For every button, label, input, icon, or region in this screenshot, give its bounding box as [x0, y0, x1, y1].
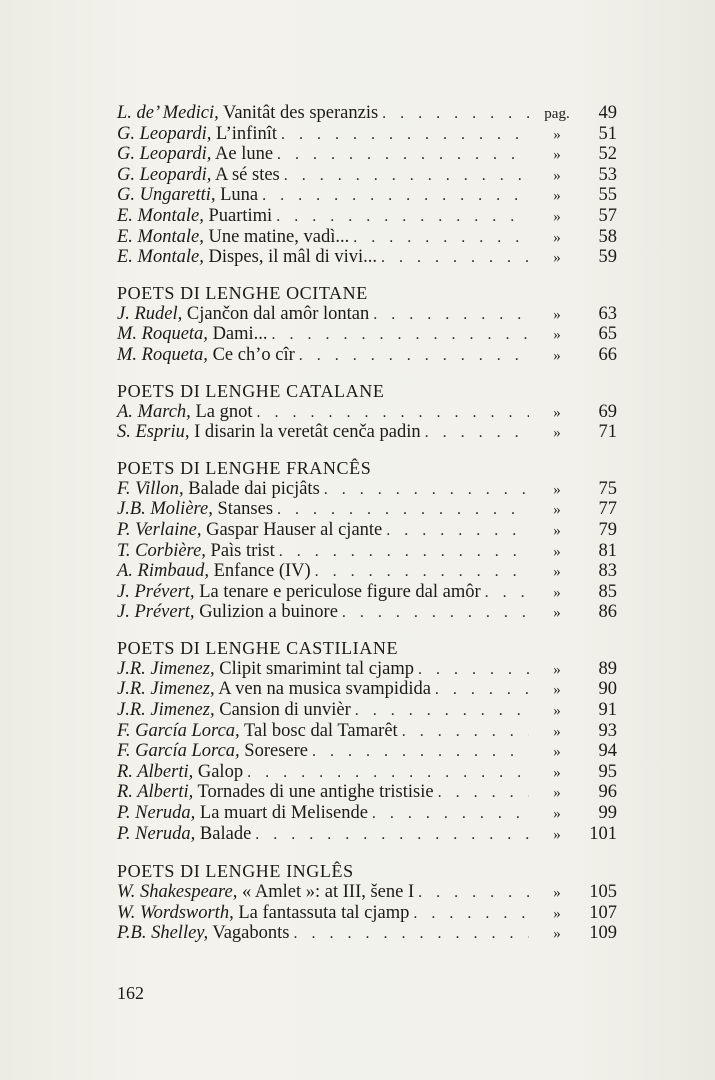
dot-leader — [256, 403, 529, 424]
entry-page-number: 75 — [598, 478, 617, 499]
page-mark: » — [553, 188, 561, 205]
entry-title — [117, 479, 320, 500]
entry-poem-title: A sé stes — [211, 164, 280, 185]
toc-entry — [117, 903, 617, 924]
entry-page-number: 96 — [598, 782, 617, 803]
entry-poem-title: Cjančon dal amôr lontan — [182, 303, 370, 324]
entry-title — [117, 903, 409, 924]
toc-entry — [117, 422, 617, 443]
page-mark: » — [553, 306, 561, 323]
page-mark: » — [553, 481, 561, 498]
dot-leader — [381, 248, 529, 269]
dot-leader — [435, 680, 529, 701]
toc-entry — [117, 227, 617, 248]
toc-entry — [117, 185, 617, 206]
entry-title — [117, 679, 431, 700]
page-mark: » — [553, 682, 561, 699]
dot-leader — [276, 207, 529, 228]
entry-title — [117, 824, 251, 845]
toc-entry — [117, 124, 617, 145]
dot-leader — [277, 500, 529, 521]
entry-page-number: 55 — [598, 185, 617, 206]
entry-title — [117, 541, 275, 562]
entry-title — [117, 324, 268, 345]
toc-entry — [117, 700, 617, 721]
entry-title — [117, 882, 414, 903]
page-mark: » — [553, 826, 561, 843]
toc-entry — [117, 762, 617, 783]
entry-title — [117, 402, 252, 423]
toc-entry — [117, 103, 617, 124]
entry-poem-title: Une matine, vadì... — [203, 226, 350, 247]
dot-leader — [324, 480, 529, 501]
table-of-contents — [117, 103, 617, 944]
entry-page-number: 79 — [598, 519, 617, 540]
entry-poem-title: Balade dai picjâts — [183, 478, 320, 499]
entry-author: M. Roqueta, — [117, 324, 208, 345]
toc-entry — [117, 541, 617, 562]
entry-poem-title: Gulizion a buinore — [194, 602, 338, 623]
entry-title — [117, 582, 481, 603]
entry-title — [117, 659, 414, 680]
entry-title — [117, 561, 311, 582]
entry-page-number: 51 — [598, 123, 617, 144]
entry-author: M. Roqueta, — [117, 344, 208, 365]
entry-author: J. Prévert, — [117, 581, 195, 602]
page-mark: pag. — [544, 106, 570, 122]
entry-page-number: 65 — [598, 324, 617, 345]
page-mark: » — [553, 806, 561, 823]
toc-section — [117, 860, 617, 944]
entry-title — [117, 602, 338, 623]
entry-poem-title: Puartimi — [203, 205, 273, 226]
page-mark: » — [553, 126, 561, 143]
entry-author: W. Wordsworth, — [117, 902, 234, 923]
entry-title — [117, 923, 289, 944]
toc-entry — [117, 499, 617, 520]
entry-page-number: 49 — [598, 103, 617, 123]
page-number: 162 — [117, 983, 144, 1003]
toc-section — [117, 637, 617, 844]
entry-poem-title: Gaspar Hauser al cjante — [201, 519, 383, 540]
toc-entry — [117, 803, 617, 824]
page-mark: » — [553, 605, 561, 622]
entry-page-number: 101 — [589, 823, 617, 844]
entry-author: J. Prévert, — [117, 602, 195, 623]
entry-poem-title: Clipit smarimint tal cjamp — [214, 658, 414, 679]
entry-page-number: 53 — [598, 164, 617, 185]
entry-poem-title: La muart di Melisende — [195, 803, 368, 824]
entry-author: J.R. Jimenez, — [117, 679, 215, 700]
entry-poem-title: Tornades di une antighe tristisie — [193, 782, 434, 803]
entry-page-number: 57 — [598, 205, 617, 226]
entry-poem-title: La fantassuta tal cjamp — [233, 902, 410, 923]
entry-title — [117, 345, 295, 366]
entry-author: F. García Lorca, — [117, 720, 240, 741]
dot-leader — [247, 763, 529, 784]
entry-page-number: 81 — [598, 540, 617, 561]
dot-leader — [277, 145, 529, 166]
entry-poem-title: Balade — [195, 823, 252, 844]
page-mark: » — [553, 584, 561, 601]
entry-author: P. Neruda, — [117, 803, 196, 824]
dot-leader — [299, 346, 529, 367]
entry-poem-title: Ce ch’o cîr — [207, 344, 295, 365]
entry-page-number: 105 — [589, 882, 617, 903]
entry-author: P. Neruda, — [117, 823, 196, 844]
dot-leader — [355, 701, 529, 722]
section-heading: POETS DI LENGHE INGLÊS — [117, 861, 354, 882]
page-mark: » — [553, 564, 561, 581]
entry-poem-title: Dispes, il mâl di vivi... — [203, 247, 378, 268]
toc-entry — [117, 882, 617, 903]
dot-leader — [312, 742, 529, 763]
page-mark: » — [553, 703, 561, 720]
dot-leader — [485, 583, 529, 604]
page-mark: » — [553, 785, 561, 802]
entry-poem-title: I disarin la veretât cenča padin — [189, 422, 421, 443]
toc-entry — [117, 721, 617, 742]
page-mark: » — [553, 347, 561, 364]
entry-title — [117, 803, 368, 824]
entry-author: A. Rimbaud, — [117, 561, 209, 582]
toc-entry — [117, 602, 617, 623]
entry-page-number: 109 — [589, 923, 617, 944]
toc-entry — [117, 824, 617, 845]
entry-author: F. García Lorca, — [117, 741, 240, 762]
dot-leader — [255, 825, 529, 846]
page-mark: » — [553, 327, 561, 344]
entry-page-number: 99 — [598, 803, 617, 824]
entry-author: J.R. Jimenez, — [117, 700, 215, 721]
dot-leader — [315, 562, 529, 583]
entry-title — [117, 741, 308, 762]
entry-poem-title: A ven na musica svampidida — [214, 679, 431, 700]
entry-title — [117, 247, 377, 268]
dot-leader — [281, 125, 529, 146]
page-mark: » — [553, 229, 561, 246]
entry-author: G. Leopardi, — [117, 123, 212, 144]
entry-poem-title: Tal bosc dal Tamarêt — [239, 720, 398, 741]
entry-title — [117, 520, 382, 541]
toc-entry — [117, 324, 617, 345]
entry-author: S. Espriu, — [117, 422, 190, 443]
toc-entry — [117, 741, 617, 762]
dot-leader — [425, 423, 529, 444]
page-mark: » — [553, 885, 561, 902]
toc-section — [117, 103, 617, 268]
dot-leader — [382, 104, 529, 125]
dot-leader — [418, 660, 529, 681]
toc-section — [117, 457, 617, 623]
entry-author: E. Montale, — [117, 205, 204, 226]
entry-page-number: 52 — [598, 144, 617, 165]
entry-page-number: 89 — [598, 658, 617, 679]
entry-title — [117, 144, 273, 165]
page-mark: » — [553, 905, 561, 922]
entry-poem-title: Paìs trist — [205, 540, 275, 561]
entry-author: P. Verlaine, — [117, 519, 202, 540]
toc-entry — [117, 345, 617, 366]
dot-leader — [342, 603, 529, 624]
entry-page-number: 93 — [598, 720, 617, 741]
dot-leader — [279, 542, 529, 563]
section-heading: POETS DI LENGHE CASTILIANE — [117, 637, 399, 658]
entry-poem-title: Vagabonts — [208, 923, 290, 944]
toc-section — [117, 380, 617, 443]
dot-leader — [413, 904, 529, 925]
section-heading: POETS DI LENGHE FRANCÊS — [117, 457, 372, 478]
dot-leader — [438, 783, 529, 804]
entry-title — [117, 422, 421, 443]
entry-poem-title: Soresere — [239, 741, 308, 762]
dot-leader — [353, 228, 529, 249]
toc-entry — [117, 679, 617, 700]
entry-page-number: 95 — [598, 761, 617, 782]
page-mark: » — [553, 502, 561, 519]
entry-author: J. Rudel, — [117, 303, 183, 324]
entry-title — [117, 721, 398, 742]
entry-poem-title: Ae lune — [211, 144, 274, 165]
page-mark: » — [553, 167, 561, 184]
page-mark: » — [553, 926, 561, 943]
entry-author: P.B. Shelley, — [117, 923, 209, 944]
entry-title — [117, 227, 349, 248]
page-mark: » — [553, 147, 561, 164]
dot-leader — [272, 325, 529, 346]
entry-title — [117, 185, 258, 206]
page-mark: » — [553, 404, 561, 421]
dot-leader — [386, 521, 529, 542]
toc-entry — [117, 304, 617, 325]
entry-page-number: 90 — [598, 679, 617, 700]
toc-entry — [117, 165, 617, 186]
toc-entry — [117, 561, 617, 582]
entry-page-number: 69 — [598, 401, 617, 422]
entry-page-number: 59 — [598, 247, 617, 268]
toc-entry — [117, 782, 617, 803]
page-mark: » — [553, 425, 561, 442]
entry-author: G. Leopardi, — [117, 164, 212, 185]
entry-page-number: 66 — [598, 344, 617, 365]
entry-author: G. Leopardi, — [117, 144, 212, 165]
entry-page-number: 94 — [598, 741, 617, 762]
entry-poem-title: Enfance (IV) — [208, 561, 311, 582]
entry-poem-title: Galop — [193, 761, 244, 782]
entry-page-number: 85 — [598, 581, 617, 602]
dot-leader — [293, 924, 529, 945]
entry-page-number: 83 — [598, 561, 617, 582]
entry-author: T. Corbière, — [117, 540, 206, 561]
entry-poem-title: L’infinît — [211, 123, 277, 144]
entry-poem-title: Stanses — [212, 499, 274, 520]
entry-poem-title: Vanitât des speranzis — [218, 103, 379, 123]
entry-poem-title: Cansion di unvièr — [214, 700, 351, 721]
page-mark: » — [553, 661, 561, 678]
dot-leader — [262, 186, 529, 207]
entry-title — [117, 499, 273, 520]
toc-entry — [117, 402, 617, 423]
entry-page-number: 107 — [589, 902, 617, 923]
page-mark: » — [553, 744, 561, 761]
page-mark: » — [553, 543, 561, 560]
entry-author: E. Montale, — [117, 226, 204, 247]
page-mark: » — [553, 522, 561, 539]
page-mark: » — [553, 764, 561, 781]
page-mark: » — [553, 723, 561, 740]
entry-page-number: 86 — [598, 602, 617, 623]
toc-entry — [117, 923, 617, 944]
entry-poem-title: Luna — [215, 185, 259, 206]
entry-page-number: 71 — [598, 422, 617, 443]
entry-author: A. March, — [117, 401, 191, 422]
entry-title — [117, 762, 243, 783]
entry-title — [117, 782, 434, 803]
entry-author: W. Shakespeare, — [117, 882, 238, 903]
entry-page-number: 77 — [598, 499, 617, 520]
entry-title — [117, 124, 277, 145]
dot-leader — [372, 804, 529, 825]
dot-leader — [418, 883, 529, 904]
entry-title — [117, 304, 369, 325]
entry-title — [117, 206, 272, 227]
toc-section — [117, 282, 617, 366]
page-mark: » — [553, 208, 561, 225]
entry-author: R. Alberti, — [117, 761, 194, 782]
entry-title — [117, 103, 378, 124]
toc-entry — [117, 479, 617, 500]
entry-poem-title: La tenare e periculose figure dal amôr — [194, 581, 481, 602]
entry-poem-title: « Amlet »: at III, šene I — [237, 882, 415, 903]
section-heading: POETS DI LENGHE OCITANE — [117, 282, 368, 303]
toc-entry — [117, 206, 617, 227]
entry-title — [117, 700, 351, 721]
entry-page-number: 91 — [598, 700, 617, 721]
entry-poem-title: La gnot — [190, 401, 253, 422]
entry-author: F. Villon, — [117, 478, 184, 499]
dot-leader — [373, 305, 529, 326]
dot-leader — [284, 166, 529, 187]
entry-poem-title: Dami... — [207, 324, 268, 345]
dot-leader — [402, 722, 529, 743]
page-mark: » — [553, 250, 561, 267]
entry-author: J.B. Molière, — [117, 499, 213, 520]
toc-entry — [117, 659, 617, 680]
toc-entry — [117, 144, 617, 165]
entry-title — [117, 165, 280, 186]
entry-page-number: 58 — [598, 226, 617, 247]
entry-author: L. de’ Medici, — [117, 103, 219, 123]
entry-author: J.R. Jimenez, — [117, 658, 215, 679]
toc-entry — [117, 247, 617, 268]
toc-entry — [117, 520, 617, 541]
entry-author: E. Montale, — [117, 247, 204, 268]
toc-entry — [117, 582, 617, 603]
entry-page-number: 63 — [598, 303, 617, 324]
entry-author: G. Ungaretti, — [117, 185, 216, 206]
section-heading: POETS DI LENGHE CATALANE — [117, 380, 385, 401]
entry-author: R. Alberti, — [117, 782, 194, 803]
